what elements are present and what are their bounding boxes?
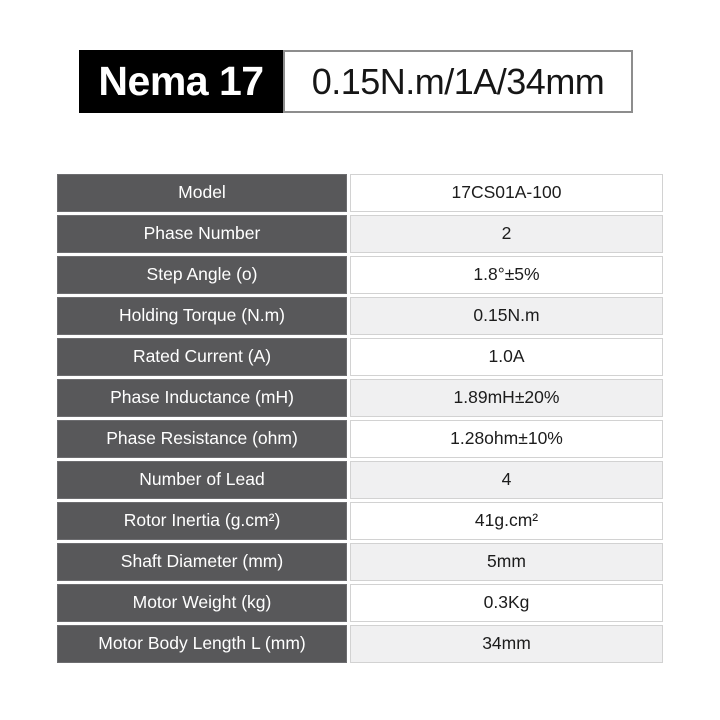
spec-value: 5mm <box>350 543 663 581</box>
model-series-badge <box>79 50 283 113</box>
spec-value: 1.8°±5% <box>350 256 663 294</box>
spec-label: Number of Lead <box>57 461 347 499</box>
spec-label: Model <box>57 174 347 212</box>
model-series-label: Nema 17 <box>98 58 264 104</box>
spec-value: 0.3Kg <box>350 584 663 622</box>
spec-value: 41g.cm² <box>350 502 663 540</box>
spec-label: Rated Current (A) <box>57 338 347 376</box>
spec-summary-label: 0.15N.m/1A/34mm <box>311 60 605 102</box>
spec-value: 1.0A <box>350 338 663 376</box>
spec-label: Motor Weight (kg) <box>57 584 347 622</box>
spec-label: Rotor Inertia (g.cm²) <box>57 502 347 540</box>
spec-value: 17CS01A-100 <box>350 174 663 212</box>
spec-value: 2 <box>350 215 663 253</box>
spec-table <box>57 174 663 663</box>
spec-label: Phase Inductance (mH) <box>57 379 347 417</box>
spec-value: 4 <box>350 461 663 499</box>
header-banner <box>79 50 633 113</box>
spec-value: 1.28ohm±10% <box>350 420 663 458</box>
spec-label: Phase Resistance (ohm) <box>57 420 347 458</box>
spec-label: Phase Number <box>57 215 347 253</box>
spec-value: 1.89mH±20% <box>350 379 663 417</box>
spec-label: Shaft Diameter (mm) <box>57 543 347 581</box>
spec-value: 0.15N.m <box>350 297 663 335</box>
spec-label: Holding Torque (N.m) <box>57 297 347 335</box>
spec-value: 34mm <box>350 625 663 663</box>
spec-summary-badge <box>283 50 633 113</box>
spec-label: Motor Body Length L (mm) <box>57 625 347 663</box>
spec-label: Step Angle (o) <box>57 256 347 294</box>
